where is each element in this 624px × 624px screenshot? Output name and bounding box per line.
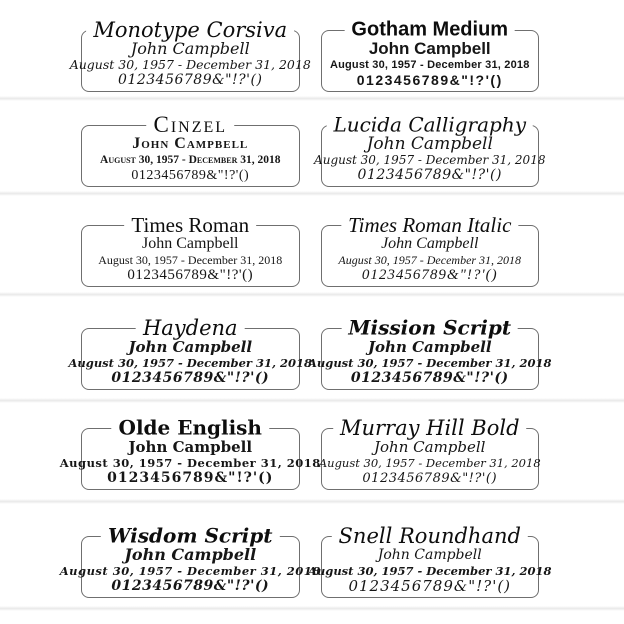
sample-characters: 0123456789&"!?'() [131, 168, 250, 183]
sample-dates: August 30, 1957 - December 31, 2018 [308, 564, 552, 578]
sample-characters: 0123456789&"!?'() [350, 370, 509, 386]
sample-characters: 0123456789&"!?'() [118, 72, 263, 88]
font-name-label: Mission Script [341, 318, 518, 339]
sample-dates: August 30, 1957 - December 31, 2018 [329, 59, 530, 71]
font-card-times-roman-italic [321, 213, 540, 287]
font-name-label: Cinzel [146, 113, 234, 137]
sample-text-block [82, 126, 299, 186]
font-name-label: Murray Hill Bold [333, 417, 527, 439]
sample-dates: August 30, 1957 - December 31, 2018 [308, 356, 552, 370]
sample-text-block [314, 126, 546, 186]
sample-characters: 0123456789&"!?'() [361, 267, 498, 283]
font-row-4 [68, 315, 552, 390]
font-name-label: Wisdom Script [101, 526, 279, 547]
sample-dates: August 30, 1957 - December 31, 2018 [98, 253, 283, 267]
sample-text-block [82, 226, 299, 286]
sample-text-block [68, 329, 312, 389]
font-card-murray-hill-bold [318, 416, 541, 490]
font-name-label: Haydena [136, 317, 245, 339]
font-name-label: Monotype Corsiva [86, 19, 294, 41]
sample-dates: August 30, 1957 - December 31, 2018 [69, 57, 311, 72]
row-divider [0, 606, 624, 611]
sample-dates: August 30, 1957 - December 31, 2018 [59, 564, 321, 578]
font-card-lucida-calligraphy [314, 112, 546, 187]
sample-name: John Campbell [142, 235, 239, 252]
sample-characters: 0123456789&"!?'() [362, 471, 498, 486]
sample-name: John Campbell [367, 338, 492, 356]
sample-text-block [69, 31, 311, 91]
sample-name: John Campbell [130, 39, 250, 58]
font-row-5 [59, 415, 541, 490]
sample-name: John Campbell [377, 547, 482, 563]
sample-dates: August 30, 1957 - December 31, 2018 [314, 153, 546, 167]
sample-name: John Campbell [374, 438, 486, 456]
sample-dates: August 30, 1957 - December 31, 2018 [318, 456, 541, 470]
sample-text-block [59, 537, 321, 597]
sample-name: John Campbell [128, 338, 253, 356]
row-divider [0, 96, 624, 101]
font-card-mission-script [308, 315, 552, 390]
sample-name: John Campbell [368, 39, 491, 58]
font-row-6 [59, 523, 552, 598]
sample-text-block [322, 226, 539, 286]
row-divider [0, 499, 624, 504]
font-name-label: Olde English [112, 418, 269, 439]
row-divider [0, 292, 624, 297]
row-divider [0, 398, 624, 403]
sample-text-block [308, 537, 552, 597]
sample-characters: 0123456789&"!?'() [348, 577, 512, 595]
font-card-snell-roundhand [308, 524, 552, 598]
font-name-label: Snell Roundhand [332, 525, 528, 547]
font-name-label: Lucida Calligraphy [326, 115, 533, 136]
sample-characters: 0123456789&"!?'() [111, 578, 270, 594]
font-row-1 [69, 18, 539, 92]
sample-characters: 0123456789&"!?'() [356, 72, 503, 88]
sample-characters: 0123456789&"!?'() [111, 370, 270, 386]
sample-name: John Campbell [381, 235, 479, 252]
font-name-label: Times Roman [124, 214, 256, 236]
sample-name: John Campbell [366, 134, 493, 154]
font-card-haydena [68, 316, 312, 390]
sample-name: John Campbell [132, 135, 249, 152]
sample-dates: August 30, 1957 - December 31, 2018 [100, 154, 281, 166]
sample-text-block [318, 429, 541, 489]
font-card-olde-english [59, 415, 321, 490]
row-divider [0, 191, 624, 196]
font-card-times-roman [81, 213, 300, 287]
font-card-cinzel [81, 111, 300, 187]
sample-dates: August 30, 1957 - December 31, 2018 [338, 253, 522, 267]
sample-dates: August 30, 1957 - December 31, 2018 [59, 456, 321, 470]
sample-text-block [308, 329, 552, 389]
sample-name: John Campbell [124, 545, 257, 564]
font-name-label: Gotham Medium [344, 20, 515, 41]
font-card-monotype-corsiva [69, 18, 311, 92]
sample-dates: August 30, 1957 - December 31, 2018 [68, 356, 312, 370]
sample-characters: 0123456789&"!?'() [127, 267, 254, 283]
sample-text-block [322, 31, 539, 91]
font-row-3 [81, 213, 539, 287]
font-card-gotham-medium [321, 18, 540, 92]
font-card-wisdom-script [59, 523, 321, 598]
font-name-label: Times Roman Italic [341, 214, 518, 236]
sample-name: John Campbell [128, 438, 253, 456]
sample-characters: 0123456789&"!?'() [357, 167, 502, 183]
font-row-2 [81, 111, 546, 187]
sample-text-block [59, 429, 321, 489]
sample-characters: 0123456789&"!?'() [107, 470, 274, 486]
